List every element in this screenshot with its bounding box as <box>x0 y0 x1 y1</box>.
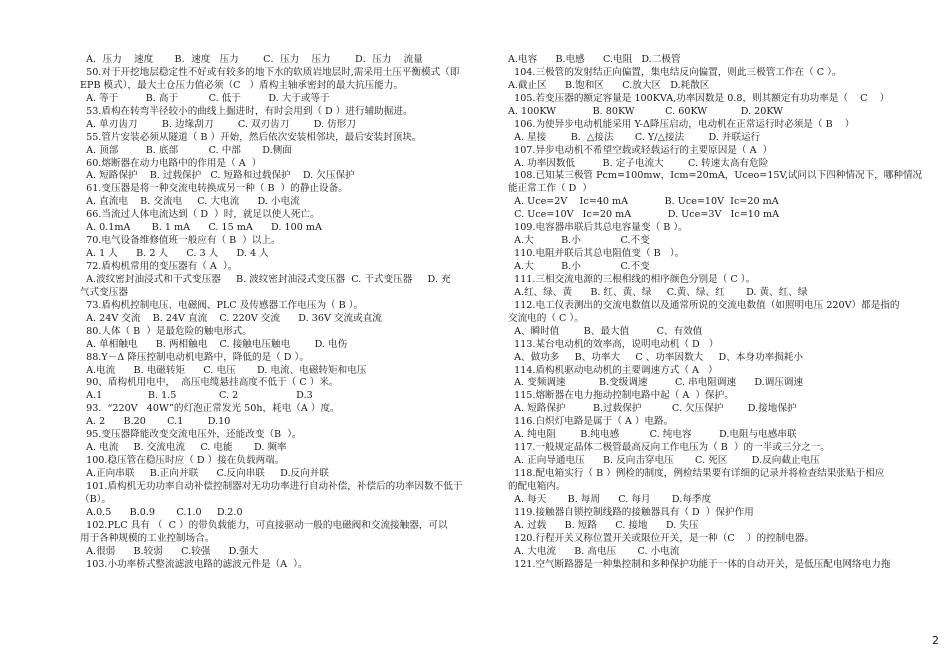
text-line: 110.电阻并联后其总电阻值变（ B ）。 <box>508 248 685 260</box>
text-line: 120.行程开关又称位置开关或限位开关，是一种（C ）的控制电器。 <box>508 532 815 544</box>
text-line: 60.熔断器在动力电路中的作用是（ A ） <box>80 157 262 169</box>
text-line: A. 大电流 B. 高电压 C. 小电流 <box>508 545 680 557</box>
text-line: A. 1 人 B. 2 人 C. 3 人 D. 4 人 <box>80 248 269 260</box>
text-line: 的配电箱内。 <box>508 480 566 492</box>
text-line: 105.若变压器的额定容量是 100KVA,功率因数是 0.8，则其额定有功功率是（ C ） <box>508 92 890 104</box>
text-line: 73.盾构机控制电压、电磁阀、PLC 及传感器工作电压为（ B ）。 <box>80 299 364 311</box>
text-line: A.正向串联 B.正向并联 C.反向串联 D.反向并联 <box>80 468 329 479</box>
text-line: A. 功率因数低 B. 定子电流大 C. 转速太高有危险 <box>508 157 769 169</box>
text-line: 100.稳压管在稳压时应（ D ）接在负载两端。 <box>80 455 285 467</box>
right-question-column <box>508 54 923 572</box>
text-line: A.大 B.小 C.不变 <box>508 261 650 272</box>
text-line: A. 变频调速 B.变级调速 C. 串电阻调速 D.调压调速 <box>508 377 804 389</box>
text-line: A.大 B.小 C.不变 <box>508 235 650 247</box>
text-line: 55.管片安装必须从隧道（ B ）开始，然后依次安装相邻块，最后安装封顶块。 <box>80 131 422 143</box>
text-line: 50.对于开挖地层稳定性不好或有较多的地下水的软质岩地层时,需采用土压平衡模式（即 <box>80 66 460 78</box>
text-line: 113.某台电动机的效率高，说明电动机（ D ） <box>508 338 719 350</box>
text-line: 93. “220V 40W”的灯泡正常发光 50h，耗电（A ）度。 <box>80 403 340 415</box>
text-line: A. 100KW B. 80KW C. 60KW D. 20KW <box>508 105 784 117</box>
text-line: 72.盾构机常用的变压器有（ A ）。 <box>80 261 238 272</box>
text-line: 107.异步电动机不希望空载或轻载运行的主要原因是（ A ） <box>508 144 773 156</box>
text-line: （B）。 <box>80 493 112 505</box>
text-line: 117.一般规定晶体二极管最高反向工作电压为（ B ）的一半或三分之一。 <box>508 442 830 454</box>
text-line: 61.变压器是将一种交流电转换成另一种（ B ）的静止设备。 <box>80 183 348 195</box>
text-line: A. 单刃齿刀 B. 边缘刮刀 C. 双刃齿刀 D. 仿形刀 <box>80 118 356 130</box>
text-line: 109.电容器串联后其总电容量变（ B ）。 <box>508 222 688 234</box>
text-line: 90、盾构机用电中， 高压电缆悬挂高度不低于（ C ）米。 <box>80 377 339 389</box>
text-line: A.截止区 B.饱和区 C.放大区 D.耗散区 <box>508 79 710 91</box>
text-line: 118.配电箱实行（ B ）例检的制度，例检结果要有详细的记录并将检查结果张贴于相应 <box>508 468 885 479</box>
text-line: 101.盾构机无功功率自动补偿控制器对无功功率进行自动补偿，补偿后的功率因数不低于 <box>80 480 463 492</box>
text-line: A. 直流电 B. 交流电 C. 大电流 D. 小电流 <box>80 196 300 208</box>
text-line: C. Uce=10V Ic=20 mA D. Uce=3V Ic=10 mA <box>508 209 780 221</box>
text-line: A.很弱 B.较弱 C.较强 D.强大 <box>80 545 259 557</box>
text-line: 53.盾构在转弯半径较小的曲线上掘进时，有时会用到（ D ）进行辅助掘进。 <box>80 105 413 117</box>
text-line: A. 每天 B. 每周 C. 每月 D.每季度 <box>508 493 712 505</box>
text-line: A. 等于 B. 高于 C. 低于 D. 大于或等于 <box>80 92 330 104</box>
page-number: 2 <box>932 634 939 647</box>
text-line: A. 0.1mA B. 1 mA C. 15 mA D. 100 mA <box>80 222 322 234</box>
text-line: A. 短路保护 B. 过载保护 C. 短路和过载保护 D. 欠压保护 <box>80 170 355 182</box>
text-line: A．压力 速度 B．速度 压力 C．压力 压力 D．压力 流量 <box>80 54 423 65</box>
text-line: A. 纯电阻 B.纯电感 C. 纯电容 D.电阻与电感串联 <box>508 429 797 441</box>
text-line: 116.白炽灯电路是属于（ A ）电路。 <box>508 416 674 428</box>
text-line: A. 2 B.20 C.1 D.10 <box>80 416 231 428</box>
text-line: 用于各种规模的工业控制场合。 <box>80 532 215 544</box>
text-line: 121.空气断路器是一种集控制和多种保护功能于一体的自动开关，是低压配电网络电力拖 <box>508 558 891 570</box>
text-line: A.红、绿、黄 B. 红、黄、绿 C.黄、绿、红 D. 黄、红、绿 <box>508 286 808 298</box>
text-line: A. Uce=2V Ic=40 mA B. Uce=10V Ic=20 mA <box>508 196 779 208</box>
text-line: 112.电工仪表测出的交流电数值以及通常所说的交流电数值（如照明电压 220V）都是指的 <box>508 299 900 311</box>
text-line: A. 24V 交流 B. 24V 直流 C. 220V 交流 D. 36V 交流或直流 <box>80 312 382 324</box>
text-line: 111.三相交流电源的三根相线的相序颜色分别是（ C ）。 <box>508 273 756 285</box>
text-line: 80.人体（ B ）是最危险的触电形式。 <box>80 325 252 337</box>
text-line: 交流电的（ C ）。 <box>508 312 584 324</box>
text-line: 能正常工作（ D ） <box>508 183 592 195</box>
text-line: A. 顶部 B. 底部 C. 中部 D.侧面 <box>80 144 292 156</box>
text-line: 106.为使异步电动机能采用 Y-Δ降压启动，电动机在正常运行时必须是（ B ） <box>508 118 855 130</box>
text-line: A、做功多 B、功率大 C 、功率因数大 D、本身功率损耗小 <box>508 351 803 363</box>
text-line: 70.电气设备维修值班一般应有（ B ）以上。 <box>80 235 281 247</box>
text-line: A. 过载 B. 短路 C. 接地 D. 失压 <box>508 519 699 531</box>
text-line: A. 短路保护 B.过载保护 C. 欠压保护 D.接地保护 <box>508 403 797 415</box>
text-line: 102.PLC 具有 （ C ）的带负载能力，可直接驱动一般的电磁阀和交流接触器，可以 <box>80 519 448 531</box>
text-line: EPB 模式），最大土仓压力值必须（C ）盾构主轴承密封的最大抗压能力。 <box>80 79 404 91</box>
text-line: 104.三极管的发射结正向偏置，集电结反向偏置，则此三极管工作在（ C ）。 <box>508 66 842 78</box>
text-line: A. 单相触电 B. 两相触电 C. 接触电压触电 D. 电伤 <box>80 338 348 350</box>
left-question-column <box>80 54 490 572</box>
text-line: 95.变压器降能改变交流电压外，还能改变（B ）。 <box>80 429 302 441</box>
text-line: A.1 B. 1.5 C. 2 D.3 <box>80 390 313 402</box>
text-line: A.0.5 B.0.9 C.1.0 D.2.0 <box>80 506 243 518</box>
text-line: A.电容 B.电感 C.电阻 D.二极管 <box>508 54 681 65</box>
text-line: A.电流 B. 电磁转矩 C. 电压 D. 电流、电磁转矩和电压 <box>80 364 367 376</box>
text-line: 88.Y－Δ 降压控制电动机电路中，降低的是（ D ）。 <box>80 351 309 363</box>
text-line: 108.已知某三极管 Pcm=100mw，Icm=20mA，Uceo=15V,试问以下四种情况下，哪种情况 <box>508 170 923 182</box>
text-line: 114.盾构机驱动电动机的主要调速方式（ A ） <box>508 364 718 376</box>
text-line: 115.熔断器在电力拖动控制电路中起（ A ）保护。 <box>508 390 734 402</box>
text-line: A. 星接 B. △接法 C. Y/△接法 D. 并联运行 <box>508 131 761 143</box>
text-line: 气式变压器 <box>80 286 128 298</box>
text-line: A. 正向导通电压 B. 反向击穿电压 C. 死区 D.反向截止电压 <box>508 455 820 467</box>
text-line: A. 电流 B. 交流电流 C. 电能 D. 频率 <box>80 442 287 454</box>
text-line: 103.小功率桥式整流滤波电路的滤波元件是（A ）。 <box>80 558 308 570</box>
text-line: 119.接触器自锁控制线路的接触器具有（ D ）保护作用 <box>508 506 754 518</box>
text-line: 66.当流过人体电流达到（ D ）时，就足以使人死亡。 <box>80 209 320 221</box>
text-line: A.波纹密封油浸式和干式变压器 B. 波纹密封油浸式变压器 C. 干式变压器 D. 充 <box>80 273 451 285</box>
text-line: A、瞬时值 B、最大值 C、有效值 <box>508 325 703 337</box>
